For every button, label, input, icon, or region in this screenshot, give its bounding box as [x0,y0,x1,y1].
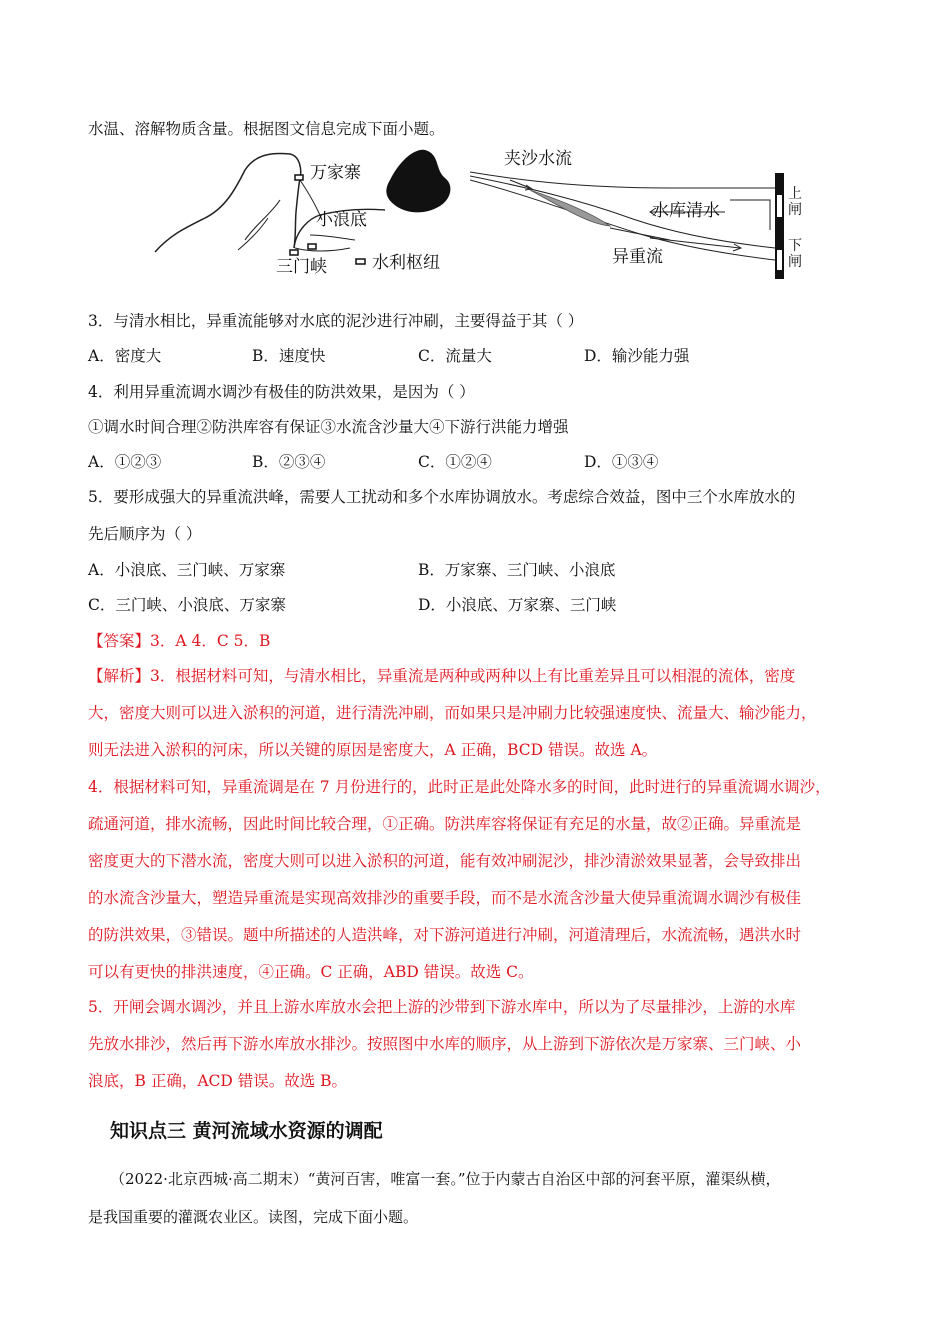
legend-dam-icon [356,259,365,264]
section-heading: 知识点三 黄河流域水资源的调配 [110,1120,383,1142]
analysis-line: 密度更大的下潜水流，密度大则可以进入淤积的河道，能有效冲刷泥沙，排沙清淤效果显著，会导致排出 [88,852,802,870]
analysis-line: 【解析】3．根据材料可知，与清水相比，异重流是两种或两种以上有比重差异且可以相混的流体，密度 [88,667,796,685]
reservoir-lake [386,150,450,213]
main-river [155,153,301,252]
q4-stem: 4．利用异重流调水调沙有极佳的防洪效果，是因为（ ） [88,383,475,401]
q5-option-d: D．小浪底、万家寨、三门峡 [418,596,617,614]
analysis-line: 疏通河道，排水流畅，因此时间比较合理，①正确。防洪库容将保证有充足的水量，故②正确。异重流是 [88,815,802,833]
q4-option-a: A．①②③ [88,453,162,471]
answer-line: 【答案】3．A 4．C 5．B [88,632,271,650]
dam-icon-wanjiazhai [295,175,303,180]
analysis-line: 5．开闸会调水调沙，并且上游水库放水会把上游的沙带到下游水库中，所以为了尽量排沙，上游的水库 [88,998,796,1016]
label-upper-gate: 上闸 [788,186,802,218]
label-sediment-flow: 夹沙水流 [504,149,572,169]
analysis-line: 先放水排沙，然后再下游水库放水排沙。按照图中水库的顺序，从上游到下游依次是万家寨、三门峡、小 [88,1035,802,1053]
q5-stem-line2: 先后顺序为（ ） [88,525,202,543]
intro-line: 水温、溶解物质含量。根据图文信息完成下面小题。 [88,120,445,138]
label-lower-gate: 下闸 [788,238,802,270]
density-current-diagram [470,140,810,282]
analysis-line: 则无法进入淤积的河床，所以关键的原因是密度大，A 正确，BCD 错误。故选 A。 [88,741,658,759]
label-xiaolangdi: 小浪底 [316,210,367,230]
q5-stem-line1: 5．要形成强大的异重流洪峰，需要人工扰动和多个水库协调放水。考虑综合效益，图中三个水库放水的 [88,488,796,506]
analysis-line: 4．根据材料可知，异重流调是在 7 月份进行的，此时正是此处降水多的时间，此时进行的异重流调水调沙， [88,778,831,796]
q5-option-b: B．万家寨、三门峡、小浪底 [418,561,616,579]
q3-option-d: D．输沙能力强 [584,347,690,365]
analysis-line: 可以有更快的排洪速度，④正确。C 正确，ABD 错误。故选 C。 [88,963,534,981]
label-clear-water: 水库清水 [652,201,720,221]
analysis-line: 的水流含沙量大，塑造异重流是实现高效排沙的重要手段，而不是水流含沙量大使异重流调水调沙有极佳 [88,889,802,907]
q5-option-a: A．小浪底、三门峡、万家寨 [88,561,286,579]
analysis-line: 的防洪效果，③错误。题中所描述的人造洪峰，对下游河道进行冲刷，河道清理后，水流流畅，遇洪水时 [88,926,802,944]
legend-label: 水利枢纽 [372,253,440,273]
q3-option-c: C．流量大 [418,347,492,365]
dam-icon-xiaolangdi [308,244,316,249]
q3-stem: 3．与清水相比，异重流能够对水底的泥沙进行冲刷，主要得益于其（ ） [88,312,584,330]
sediment-deposit [530,190,610,226]
next-question-line1: （2022·北京西城·高二期末）“黄河百害，唯富一套。”位于内蒙古自治区中部的河套平原，灌渠纵横， [110,1170,781,1188]
q4-option-b: B．②③④ [252,453,326,471]
next-question-line2: 是我国重要的灌溉农业区。读图，完成下面小题。 [88,1208,419,1226]
dam-icon-sanmenxia [290,250,298,255]
q4-items: ①调水时间合理②防洪库容有保证③水流含沙量大④下游行洪能力增强 [88,418,569,436]
q4-option-c: C．①②④ [418,453,492,471]
analysis-line: 大，密度大则可以进入淤积的河道，进行清洗冲刷，而如果只是冲刷力比较强速度快、流量大、输沙能力， [88,704,817,722]
q3-option-a: A．密度大 [88,347,162,365]
q5-option-c: C．三门峡、小浪底、万家寨 [88,596,286,614]
label-wanjiazhai: 万家寨 [310,163,361,183]
q3-option-b: B．速度快 [252,347,326,365]
yellow-river-map [150,140,470,280]
label-density-current: 异重流 [612,247,663,267]
q4-option-d: D．①③④ [584,453,659,471]
analysis-line: 浪底，B 正确，ACD 错误。故选 B。 [88,1072,348,1090]
label-sanmenxia: 三门峡 [276,257,327,277]
